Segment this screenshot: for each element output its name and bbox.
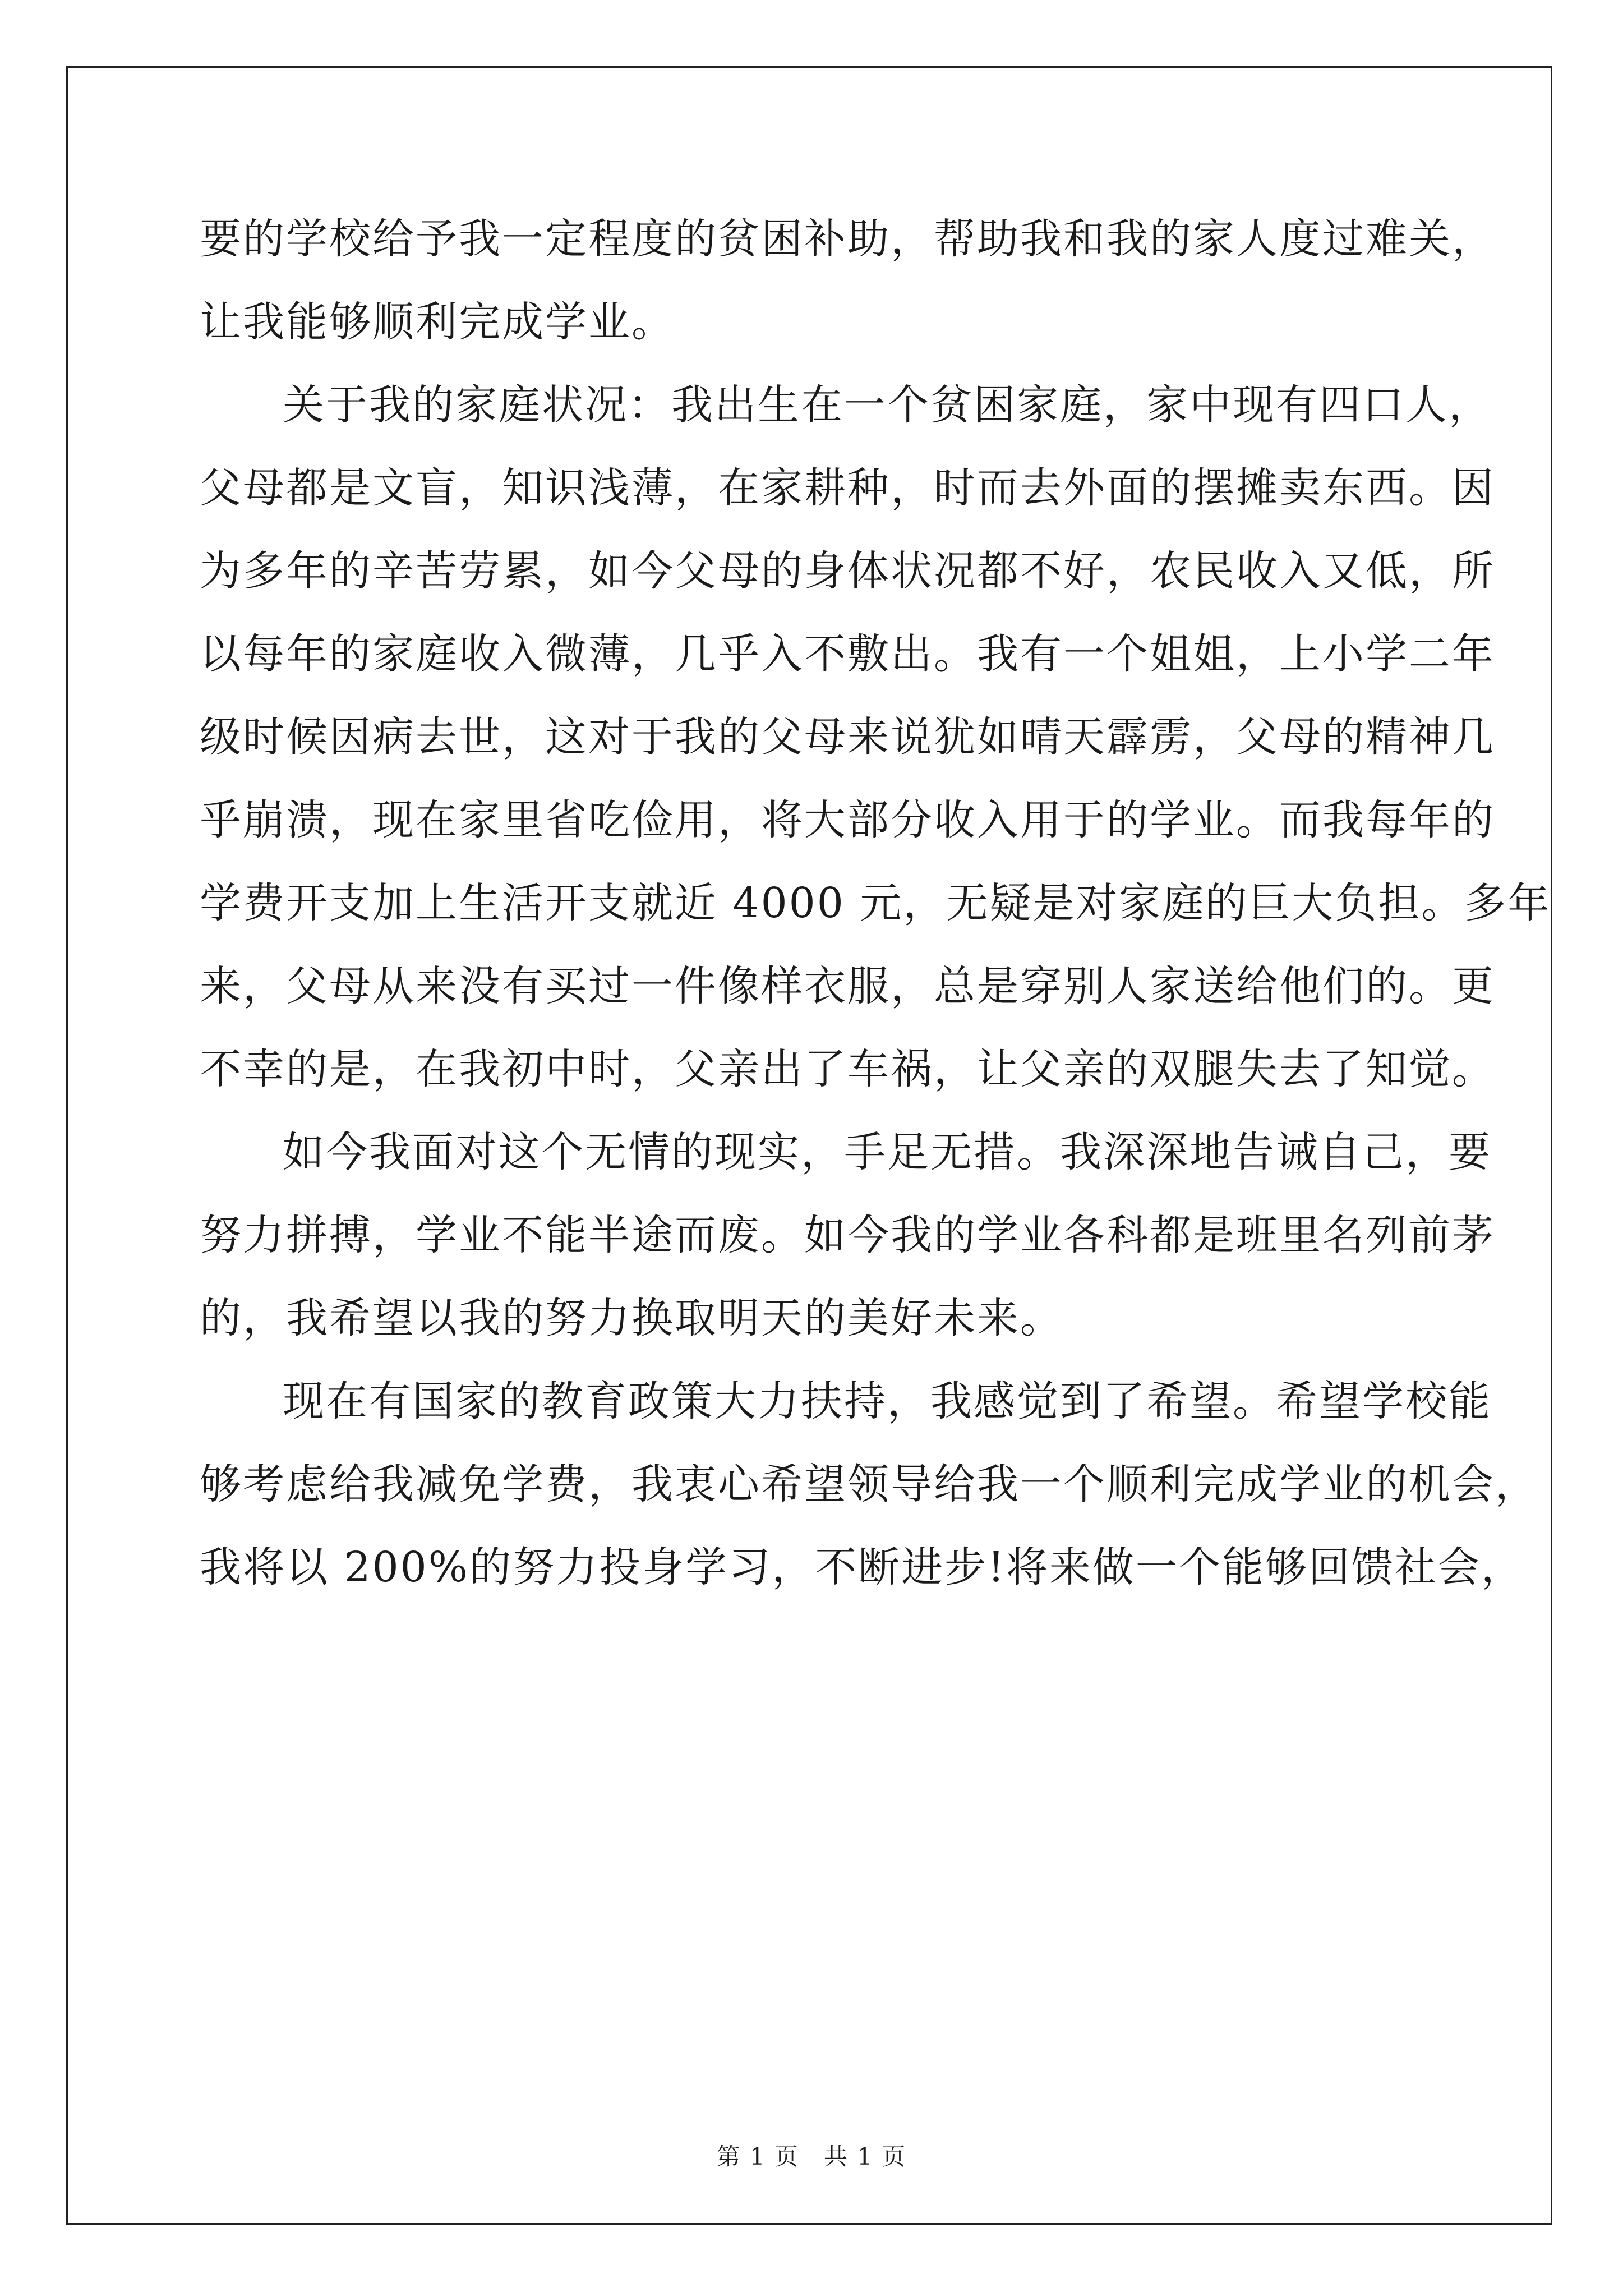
paragraph-start-line: 现在有国家的教育政策大力扶持，我感觉到了希望。希望学校能 — [283, 1377, 1492, 1425]
document-body — [200, 197, 1551, 1609]
text-line: 要的学校给予我一定程度的贫困补助，帮助我和我的家人度过难关， — [200, 215, 1495, 263]
text-line: 不幸的是，在我初中时，父亲出了车祸，让父亲的双腿失去了知觉。 — [200, 1045, 1495, 1093]
page-number-total: 共 1 页 — [824, 2143, 907, 2170]
page-number-current: 第 1 页 — [716, 2143, 799, 2170]
paragraph-start-line: 如今我面对这个无情的现实，手足无措。我深深地告诫自己，要 — [283, 1128, 1492, 1176]
text-line: 为多年的辛苦劳累，如今父母的身体状况都不好，农民收入又低，所 — [200, 547, 1495, 595]
text-line: 来，父母从来没有买过一件像样衣服，总是穿别人家送给他们的。更 — [200, 962, 1495, 1010]
text-line: 让我能够顺利完成学业。 — [200, 298, 675, 346]
text-line: 学费开支加上生活开支就近 4000 元，无疑是对家庭的巨大负担。多年 — [200, 879, 1551, 927]
text-line: 努力拼搏，学业不能半途而废。如今我的学业各科都是班里名列前茅 — [200, 1211, 1495, 1259]
text-line: 父母都是文盲，知识浅薄，在家耕种，时而去外面的摆摊卖东西。因 — [200, 464, 1495, 512]
page-footer — [0, 2138, 1623, 2172]
text-line: 以每年的家庭收入微薄，几乎入不敷出。我有一个姐姐，上小学二年 — [200, 630, 1495, 678]
paragraph-start-line: 关于我的家庭状况：我出生在一个贫困家庭，家中现有四口人， — [283, 381, 1492, 429]
text-line: 乎崩溃，现在家里省吃俭用，将大部分收入用于的学业。而我每年的 — [200, 796, 1495, 844]
text-line: 级时候因病去世，这对于我的父母来说犹如晴天霹雳，父母的精神几 — [200, 713, 1495, 761]
text-line: 够考虑给我减免学费，我衷心希望领导给我一个顺利完成学业的机会， — [200, 1460, 1538, 1508]
text-line: 的，我希望以我的努力换取明天的美好未来。 — [200, 1294, 1063, 1342]
text-line: 我将以 200%的努力投身学习，不断进步!将来做一个能够回馈社会， — [200, 1543, 1524, 1591]
